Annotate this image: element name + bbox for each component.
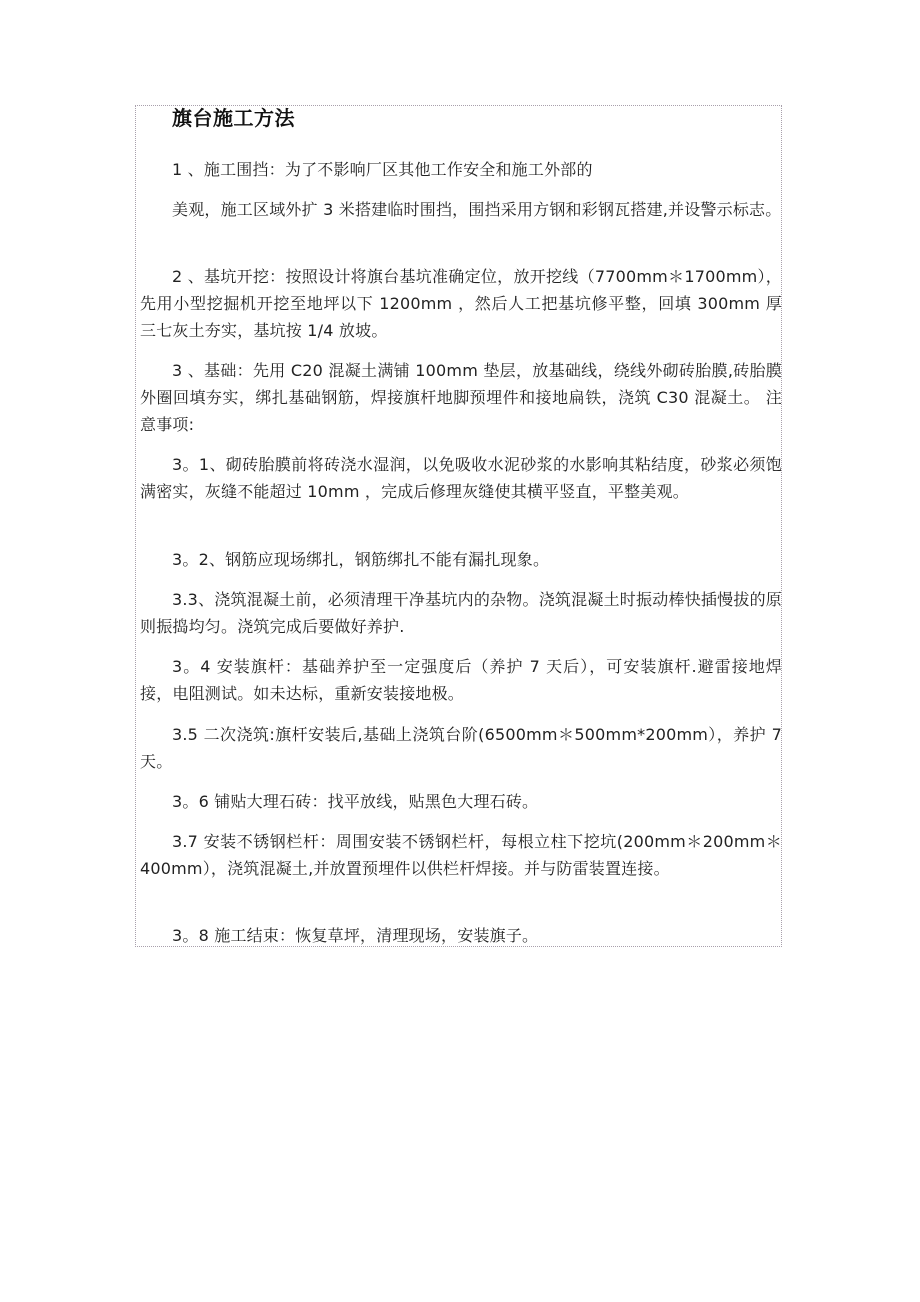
paragraph-1-enclosure-cont: 美观，施工区域外扩 3 米搭建临时围挡，围挡采用方钢和彩钢瓦搭建,并设警示标志。	[172, 200, 782, 219]
paragraph-3-8-completion: 3。8 施工结束：恢复草坪，清理现场，安装旗子。	[172, 926, 539, 945]
document-frame	[135, 105, 782, 947]
paragraph-3-3-concrete-pour: 3.3、浇筑混凝土前，必须清理干净基坑内的杂物。浇筑混凝土时振动棒快插慢拔的原则振捣均匀。浇筑完成后要做好养护.	[140, 590, 782, 636]
paragraph-3-7-steel-railing: 3.7 安装不锈钢栏杆：周围安装不锈钢栏杆，每根立柱下挖坑(200mm＊200mm＊400mm），浇筑混凝土,并放置预埋件以供栏杆焊接。并与防雷装置连接。	[140, 832, 782, 878]
paragraph-3-1-brick-mold: 3。1、砌砖胎膜前将砖浇水湿润，以免吸收水泥砂浆的水影响其粘结度，砂浆必须饱满密实，灰缝不能超过 10mm ，完成后修理灰缝使其横平竖直，平整美观。	[140, 455, 782, 501]
paragraph-3-4-flagpole-install: 3。4 安装旗杆：基础养护至一定强度后（养护 7 天后），可安装旗杆.避雷接地焊接，电阻测试。如未达标，重新安装接地极。	[140, 657, 782, 703]
paragraph-3-foundation: 3 、基础：先用 C20 混凝土满铺 100mm 垫层，放基础线，绕线外砌砖胎膜,砖胎膜外圈回填夯实，绑扎基础钢筋，焊接旗杆地脚预埋件和接地扁铁，浇筑 C30 混凝土。 注意事项:	[140, 361, 782, 434]
paragraph-3-2-rebar: 3。2、钢筋应现场绑扎，钢筋绑扎不能有漏扎现象。	[172, 550, 550, 569]
paragraph-1-enclosure: 1 、施工围挡：为了不影响厂区其他工作安全和施工外部的	[172, 160, 593, 179]
paragraph-3-6-marble-tiles: 3。6 铺贴大理石砖：找平放线，贴黑色大理石砖。	[172, 792, 539, 811]
paragraph-2-excavation: 2 、基坑开挖：按照设计将旗台基坑准确定位，放开挖线（7700mm＊1700mm），先用小型挖掘机开挖至地坪以下 1200mm ，然后人工把基坑修平整，回填 300mm 厚三七灰土夯实，基坑按 1/4 放坡。	[140, 267, 782, 340]
paragraph-3-5-second-pour: 3.5 二次浇筑:旗杆安装后,基础上浇筑台阶(6500mm＊500mm*200mm），养护 7 天。	[140, 725, 782, 771]
document-title: 旗台施工方法	[172, 106, 295, 130]
